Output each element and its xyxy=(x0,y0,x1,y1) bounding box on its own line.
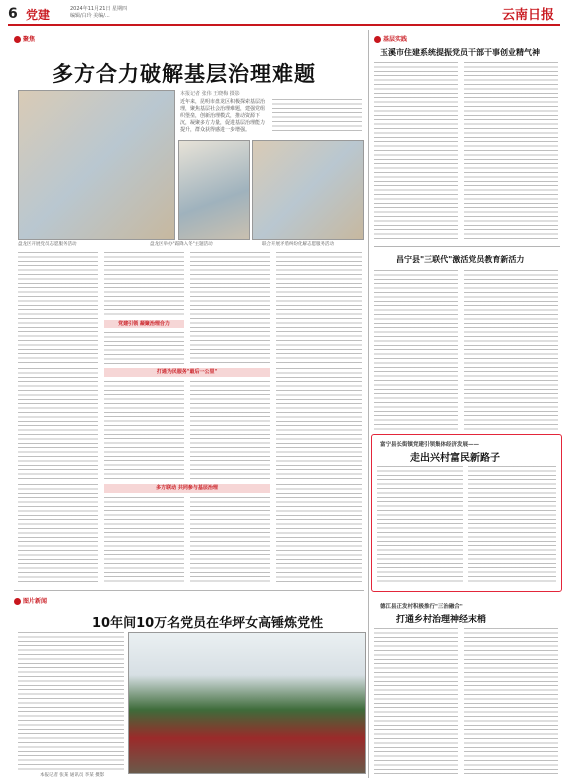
subhead-2: 打通为民服务"最后一公里" xyxy=(156,369,218,375)
body-col-1c xyxy=(18,484,98,584)
story3-col-2 xyxy=(468,466,556,584)
focus-deck: 近年来，昆明市盘龙区积极探索基层治理，聚焦基层社会治理难题，建强党组织堡垒，创新治理模式，推动资源下沉，凝聚多方力量，促进基层治理能力提升，群众获得感进一步增强。 xyxy=(180,99,266,133)
story1-title: 玉溪市住建系统提振党员干部干事创业精气神 xyxy=(380,48,540,57)
photo-doctor-visit xyxy=(178,140,250,240)
grassroots-tag-icon xyxy=(374,36,381,43)
photo-caption-1: 盘龙区开展党员志愿服务活动 xyxy=(18,242,77,247)
subhead-3: 多方联动 共同参与基层治理 xyxy=(156,485,218,491)
focus-byline: 本报记者 张伟 王晓梅 摄影 xyxy=(180,91,240,97)
issue-date xyxy=(70,6,190,20)
body-col-2d xyxy=(104,497,184,584)
subhead-bar-2 xyxy=(104,368,270,377)
photo-huaping-girls-school xyxy=(128,632,366,774)
body-col-2b xyxy=(104,332,184,364)
story1-col-1 xyxy=(374,62,458,242)
subhead-bar-3 xyxy=(104,484,270,493)
body-col-4c xyxy=(276,484,362,584)
body-col-2a xyxy=(104,252,184,316)
story3-title: 走出兴村富民新路子 xyxy=(410,453,500,464)
header-rule xyxy=(8,24,560,26)
body-col-4b xyxy=(276,368,362,480)
body-col-1a xyxy=(18,252,98,364)
focus-tag xyxy=(14,34,35,43)
story1-divider xyxy=(374,246,560,247)
page-number: 6 xyxy=(8,6,18,22)
photo-news-tag xyxy=(14,596,47,605)
subhead-bar-1 xyxy=(104,320,184,328)
photo-community-event xyxy=(252,140,364,240)
focus-headline: 多方合力破解基层治理难题 xyxy=(52,62,316,86)
story2-col-2 xyxy=(464,270,558,432)
photo-news-headline: 10年间10万名党员在华坪女高锤炼党性 xyxy=(92,616,324,631)
deck-text-block xyxy=(272,99,362,134)
photo-news-body xyxy=(18,632,124,772)
subhead-1: 党建引领 凝聚治理合力 xyxy=(118,321,170,327)
section-name: 党建 xyxy=(26,8,51,22)
story3-kicker: 富宁县长街镇党建引领集体经济发展—— xyxy=(380,442,480,448)
focus-tag-icon xyxy=(14,36,21,43)
body-col-3b xyxy=(190,381,270,480)
photo-volunteer-service xyxy=(18,90,175,240)
photo-caption-3: 联合开展矛盾纠纷化解志愿服务活动 xyxy=(262,242,334,247)
photo-news-tag-label: 图片新闻 xyxy=(23,598,48,605)
column-rule xyxy=(368,30,369,778)
focus-tag-label: 聚焦 xyxy=(23,36,36,43)
body-col-1b xyxy=(18,368,98,480)
editor-line: 编辑/白玲 美编/... xyxy=(70,13,110,19)
newspaper-logo: 云南日报 xyxy=(501,8,554,23)
photo-caption-2: 盘龙区举办"霜降入冬"主题活动 xyxy=(150,242,213,247)
section-divider xyxy=(14,590,364,591)
body-col-4a xyxy=(276,252,362,364)
grassroots-tag-label: 基层实践 xyxy=(383,36,408,43)
story3-col-1 xyxy=(377,466,463,584)
story1-col-2 xyxy=(464,62,558,242)
body-col-3c xyxy=(190,497,270,584)
photo-news-byline: 本报记者 张某 通讯员 李某 摄影 xyxy=(40,773,105,778)
story2-title: 昌宁县"三联代"激活党员教育新活力 xyxy=(396,255,525,264)
photo-news-tag-icon xyxy=(14,598,21,605)
story4-kicker: 德江县正发村积极推行"三治融合" xyxy=(380,604,463,610)
grassroots-tag xyxy=(374,34,407,43)
body-col-2c xyxy=(104,381,184,480)
story4-title: 打通乡村治理神经末梢 xyxy=(396,615,487,625)
date-text: 2024年11月21日 星期四 xyxy=(70,6,128,12)
story4-col-2 xyxy=(464,628,558,776)
story2-col-1 xyxy=(374,270,458,432)
story4-col-1 xyxy=(374,628,458,776)
body-col-3a xyxy=(190,252,270,364)
